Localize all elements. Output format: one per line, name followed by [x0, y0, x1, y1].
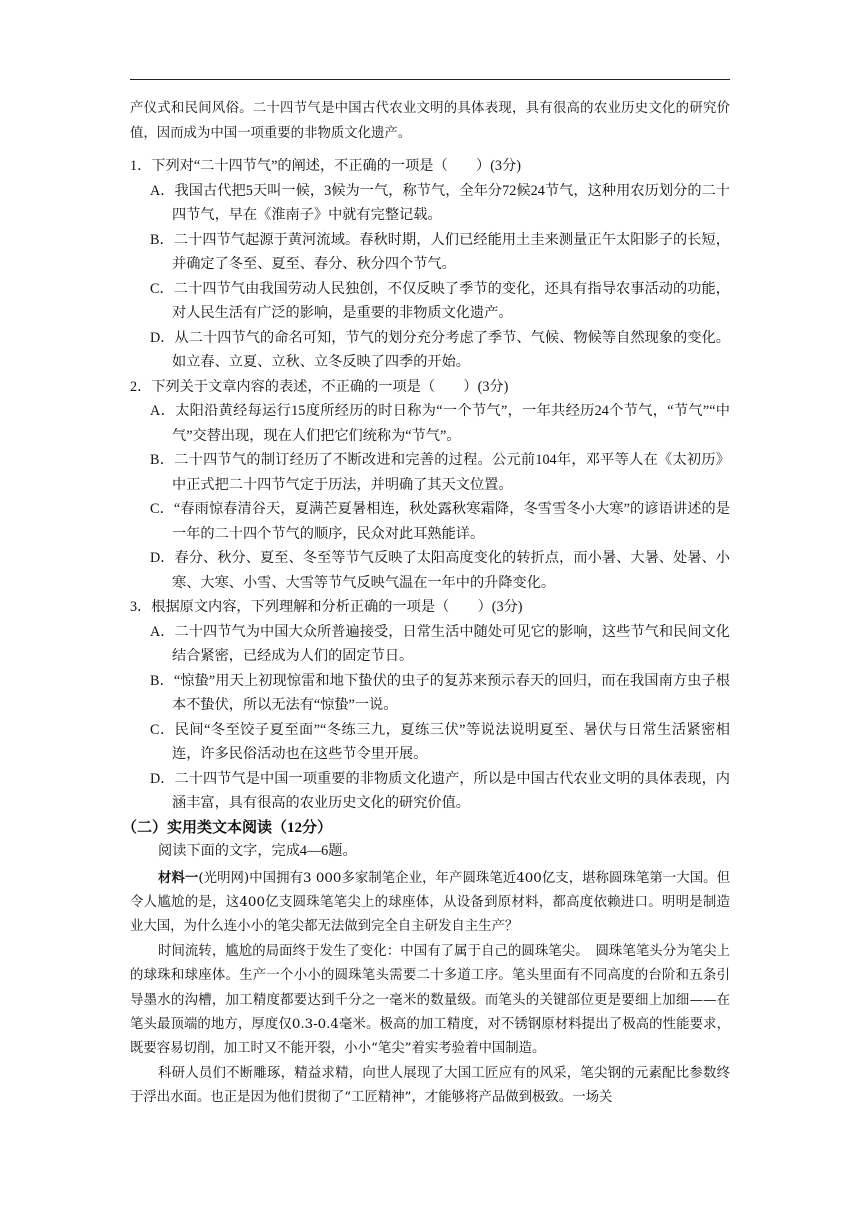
option-d: D．二十四节气是中国一项重要的非物质文化遗产，所以是中国古代农业文明的具体表现，内涵丰富，具有很高的农业历史文化的研究价值。 — [150, 770, 730, 811]
option-a: A．太阳沿黄经每运行15度所经历的时日称为“一个节气”，一年共经历24个节气，“节气”“中气”交替出现，现在人们把它们统称为“节气”。 — [150, 403, 730, 444]
question-3 — [130, 595, 730, 816]
material-text: (光明网)中国拥有3 000多家制笔企业，年产圆珠笔近400亿支，堪称圆珠笔第一大国。但令人尴尬的是，这400亿支圆珠笔笔尖上的球座体，从设备到原材料，都高度依赖进口。明明是制造业大国，为什么连小小的笔尖都无法做到完全自主研发自主生产？ — [130, 870, 731, 935]
header-rule — [130, 79, 730, 80]
question-stem: 2．下列关于文章内容的表述，不正确的一项是（ ）(3分) — [130, 378, 509, 395]
section-instruction: 阅读下面的文字，完成4—6题。 — [158, 842, 357, 859]
material-label: 材料一 — [158, 869, 199, 886]
material-paragraph-2: 时间流转，尴尬的局面终于发生了变化：中国有了属于自己的圆珠笔尖。 圆珠笔笔头分为笔尖上的球珠和球座体。生产一个小小的圆珠笔头需要二十多道工序。笔头里面有不同高度的台阶和五条引导墨水的沟槽，加工精度都要达到千分之一毫米的数量级。而笔头的关键部位更是要细上加细——在笔头最顶端的地方，厚度仅0.3-0.4毫米。极高的加工精度，对不锈钢原材料提出了极高的性能要求，既要容易切削，加工时又不能开裂，小小“笔尖”着实考验着中国制造。 — [130, 943, 730, 1057]
option-c: C．民间“冬至饺子夏至面”“冬练三九，夏练三伏”等说法说明夏至、暑伏与日常生活紧密相连，许多民俗活动也在这些节令里开展。 — [150, 721, 730, 762]
option-b: B．“惊蛰”用天上初现惊雷和地下蛰伏的虫子的复苏来预示春天的回归，而在我国南方虫子根本不蛰伏，所以无法有“惊蛰”一说。 — [150, 672, 730, 713]
option-b: B．二十四节气的制订经历了不断改进和完善的过程。公元前104年，邓平等人在《太初历》中正式把二十四节气定于历法，并明确了其天文位置。 — [150, 452, 730, 493]
question-2 — [130, 375, 730, 596]
document-body — [122, 96, 731, 1111]
material-paragraph-3: 科研人员们不断雕琢，精益求精，向世人展现了大国工匠应有的风采，笔尖钢的元素配比参数终于浮出水面。也正是因为他们贯彻了“工匠精神”，才能够将产品做到极致。一场关 — [130, 1065, 730, 1106]
option-c: C．“春雨惊春清谷天，夏满芒夏暑相连，秋处露秋寒霜降，冬雪雪冬小大寒”的谚语讲述的是一年的二十四个节气的顺序，民众对此耳熟能详。 — [150, 501, 730, 542]
section-heading: （二）实用类文本阅读（12分） — [122, 819, 333, 836]
option-a: A．我国古代把5天叫一候，3候为一气，称节气，全年分72候24节气，这种用农历划分的二十四节气，早在《淮南子》中就有完整记载。 — [150, 182, 730, 223]
option-b: B．二十四节气起源于黄河流域。春秋时期，人们已经能用土圭来测量正午太阳影子的长短，并确定了冬至、夏至、春分、秋分四个节气。 — [150, 231, 730, 272]
intro-paragraph: 产仪式和民间风俗。二十四节气是中国古代农业文明的具体表现，具有很高的农业历史文化的研究价值，因而成为中国一项重要的非物质文化遗产。 — [130, 101, 730, 141]
question-stem: 3．根据原文内容，下列理解和分析正确的一项是（ ）(3分) — [130, 599, 523, 615]
material-paragraph-1 — [130, 866, 730, 940]
option-a: A．二十四节气为中国大众所普遍接受，日常生活中随处可见它的影响，这些节气和民间文化结合紧密，已经成为人们的固定节日。 — [150, 623, 730, 664]
option-d: D．从二十四节气的命名可知，节气的划分充分考虑了季节、气候、物候等自然现象的变化。如立春、立夏、立秋、立冬反映了四季的开始。 — [150, 329, 730, 370]
question-stem: 1．下列对“二十四节气”的阐述，不正确的一项是（ ）(3分) — [130, 158, 521, 174]
question-1 — [130, 154, 730, 375]
option-d: D．春分、秋分、夏至、冬至等节气反映了太阳高度变化的转折点，而小暑、大暑、处暑、小寒、大寒、小雪、大雪等节气反映气温在一年中的升降变化。 — [150, 550, 730, 591]
option-c: C．二十四节气由我国劳动人民独创，不仅反映了季节的变化，还具有指导农事活动的功能，对人民生活有广泛的影响，是重要的非物质文化遗产。 — [150, 280, 730, 321]
